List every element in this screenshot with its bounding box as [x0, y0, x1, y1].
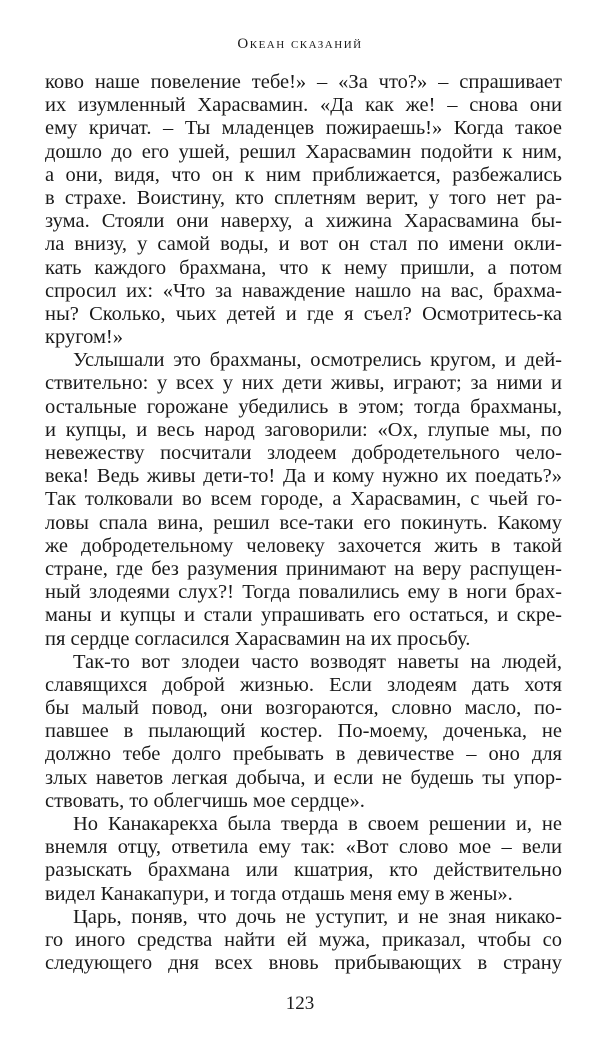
text-line: Так толковали во всем городе, а Харасвамин, с чьей го- [45, 488, 562, 511]
text-line: должно тебе долго пребывать в девичестве – оно для [45, 743, 562, 766]
text-line: ему кричат. – Ты младенцев пожираешь!» Когда такое [45, 117, 562, 140]
text-line: остальные горожане убедились в этом; тогда брахманы, [45, 395, 562, 418]
paragraph [45, 906, 562, 976]
text-line: кать каждого брахмана, что к нему пришли, а потом [45, 256, 562, 279]
text-line: а они, видя, что он к ним приближается, разбежались [45, 163, 562, 186]
page-body [45, 71, 562, 975]
text-line: ла внизу, у самой воды, и вот он стал по имени окли- [45, 233, 562, 256]
text-line: ково наше повеление тебе!» – «За что?» – спрашивает [45, 71, 562, 93]
text-line: Царь, поняв, что дочь не уступит, и не зная никако- [73, 905, 562, 928]
text-line: Но Канакарекха была тверда в своем решении и, не [73, 813, 562, 835]
text-line: спросил их: «Что за наваждение нашло на вас, брахма- [45, 279, 562, 302]
text-line: славящихся доброй жизнью. Если злодеям дать хотя [45, 673, 562, 696]
text-line: ствовать, то облегчишь мое сердце». [45, 789, 365, 812]
paragraph [45, 813, 562, 906]
text-line: стране, где без разумения принимают на веру распущен- [45, 557, 562, 580]
text-line: же добродетельному человеку захочется жить в такой [45, 534, 562, 557]
text-line: Так-то вот злодеи часто возводят наветы на людей, [73, 650, 562, 673]
text-line: злых наветов легкая добыча, и если не будешь ты упор- [45, 766, 562, 789]
text-line: следующего дня всех вновь прибывающих в страну [45, 952, 562, 975]
paragraph [45, 71, 562, 349]
text-line: века! Ведь живы дети-то! Да и кому нужно их поедать?» [45, 465, 562, 488]
text-line: ны? Сколько, чьих детей и где я съел? Осмотритесь-ка [45, 302, 562, 325]
text-line: дошло до его ушей, решил Харасвамин подойти к ним, [45, 140, 562, 163]
text-line: ствительно: у всех у них дети живы, играют; за ними и [45, 372, 562, 395]
text-line: Услышали это брахманы, осмотрелись кругом, и дей- [73, 349, 562, 372]
text-line: ный злодеями слух?! Тогда повалились ему в ноги брах- [45, 581, 562, 604]
text-line: маны и купцы и стали упрашивать его остаться, и скре- [45, 604, 562, 627]
text-line: разыскать брахмана или кшатрия, кто действительно [45, 859, 562, 882]
paragraph [45, 651, 562, 813]
running-header: Океан сказаний [237, 36, 363, 52]
text-line: кругом!» [45, 326, 123, 349]
text-line: в страхе. Воистину, кто сплетням верит, у того нет ра- [45, 186, 562, 209]
text-line: павшее в пылающий костер. По-моему, доченька, не [45, 720, 562, 743]
text-line: видел Канакапури, и тогда отдашь меня ему в жены». [45, 882, 513, 905]
text-line: и купцы, и весь народ заговорили: «Ох, глупые мы, по [45, 418, 562, 441]
text-line: внемля отцу, ответила ему так: «Вот слово мое – вели [45, 836, 562, 859]
paragraph [45, 349, 562, 650]
text-line: зума. Стояли они наверху, а хижина Харасвамина бы- [45, 210, 562, 233]
text-line: пя сердце согласился Харасвамин на их просьбу. [45, 627, 471, 650]
text-line: бы малый повод, они возгораются, словно масло, по- [45, 697, 562, 720]
page-number: 123 [285, 993, 315, 1014]
text-line: невежеству посчитали злодеем добродетельного чело- [45, 442, 562, 464]
text-line: го иного средства найти ей мужа, приказал, чтобы со [45, 928, 562, 951]
text-line: их изумленный Харасвамин. «Да как же! – снова они [45, 94, 562, 117]
text-line: ловы спала вина, решил все-таки его покинуть. Какому [45, 511, 562, 534]
